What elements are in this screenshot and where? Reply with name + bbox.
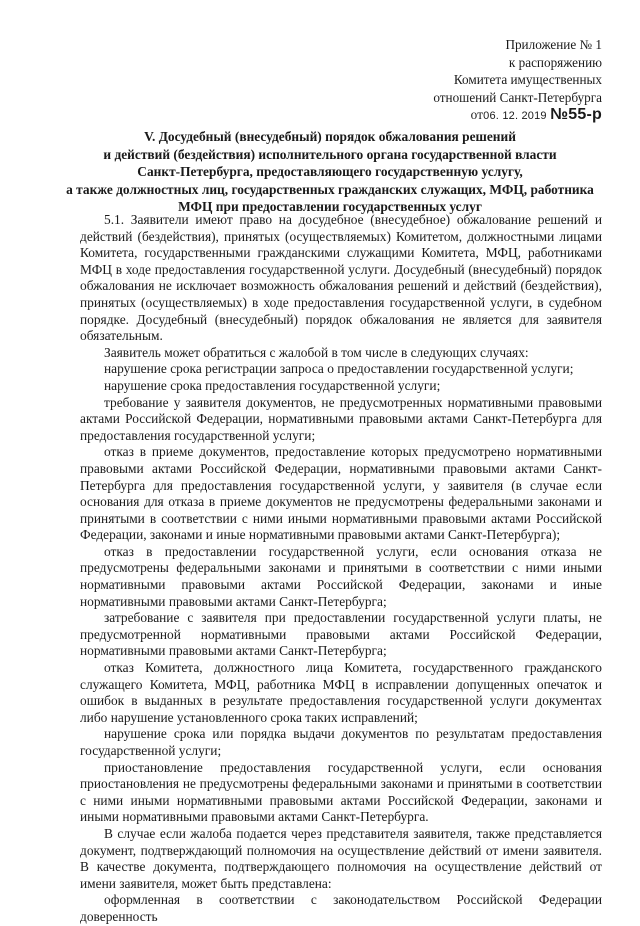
paragraph: 5.1. Заявители имеют право на досудебное (внесудебное) обжалование решений и действий (бездействия), принятых (осуществляемых) Комитетом, должностными лицами Комитета, государственными гражданскими служащими Комитета, МФЦ, работниками МФЦ в ходе предоставления государственной услуги. Досудебный (внесудебный) порядок обжалования не исключает возможность обжалования решений и действий (бездействия), принятых (осуществляемых) в ходе предоставления государственной услуги, в судебном порядке. Досудебный (внесудебный) порядок обжалования не является для заявителя обязательным.: [80, 212, 602, 344]
paragraph: нарушение срока или порядка выдачи документов по результатам предоставления государственной услуги;: [80, 726, 602, 758]
paragraph: В случае если жалоба подается через представителя заявителя, также представляется документ, подтверждающий полномочия на осуществление действий от имени заявителя. В качестве документа, подтверждающего полномочия на осуществление действий от имени заявителя, может быть представлена:: [80, 825, 602, 891]
appendix-line-2: к распоряжению: [508, 54, 602, 70]
section-title-line-4: а также должностных лиц, государственных гражданских служащих, МФЦ, работника: [66, 181, 594, 197]
number-stamp: 55-р: [568, 106, 602, 124]
number-prefix: №: [550, 106, 569, 124]
paragraph: нарушение срока регистрации запроса о предоставлении государственной услуги;: [104, 361, 574, 377]
body-text: [80, 212, 602, 926]
date-stamp: 06. 12. 2019: [483, 110, 547, 123]
date-prefix: от: [470, 107, 484, 123]
paragraph: оформленная в соответствии с законодательством Российской Федерации доверенность: [80, 892, 602, 924]
section-title-line-1: V. Досудебный (внесудебный) порядок обжалования решений: [144, 129, 516, 144]
paragraph: требование у заявителя документов, не предусмотренных нормативными правовыми актами Российской Федерации, нормативными правовыми актами Санкт-Петербурга для предоставления государственной услуги;: [80, 394, 602, 443]
section-title-line-3: Санкт-Петербурга, предоставляющего государственную услугу,: [137, 164, 523, 180]
appendix-line-4: отношений Санкт-Петербурга: [433, 89, 602, 105]
paragraph: приостановление предоставления государственной услуги, если основания приостановления не предусмотрены федеральными законами и принятыми в соответствии с ними иными нормативными правовыми актами Российской Федерации, законами и иными нормативными правовыми актами Санкт-Петербурга.: [80, 759, 602, 825]
section-title: [60, 128, 600, 216]
appendix-block: [433, 36, 602, 126]
paragraph: нарушение срока предоставления государственной услуги;: [104, 377, 441, 393]
paragraph: отказ в предоставлении государственной услуги, если основания отказа не предусмотрены федеральными законами и принятыми в соответствии с ними иными нормативными правовыми актами Российской Федерации, законами и иные нормативными правовыми актами Санкт-Петербурга;: [80, 543, 602, 609]
paragraph: отказ Комитета, должностного лица Комитета, государственного гражданского служащего Комитета, МФЦ, работника МФЦ в исправлении допущенных опечаток и ошибок в выданных в результате предоставления государственной услуги документах либо нарушение установленного срока таких исправлений;: [80, 660, 602, 725]
section-title-line-2: и действий (бездействия) исполнительного органа государственной власти: [103, 146, 557, 162]
section-title-line-5: МФЦ при предоставлении государственных услуг: [178, 199, 482, 215]
appendix-date-number: [433, 106, 602, 126]
paragraph: Заявитель может обратиться с жалобой в том числе в следующих случаях:: [104, 344, 529, 360]
paragraph: затребование с заявителя при предоставлении государственной услуги платы, не предусмотренной нормативными правовыми актами Российской Федерации, нормативными правовыми актами Санкт-Петербурга;: [80, 610, 602, 659]
paragraph: отказ в приеме документов, предоставление которых предусмотрено нормативными правовыми актами Российской Федерации, нормативными правовыми актами Санкт-Петербурга для предоставления государственной услуги, у заявителя (в случае если основания для отказа в приеме документов не предусмотрены федеральными законами и принятыми в соответствии с ними иными нормативными правовыми актами Российской Федерации, законами и иные нормативными правовыми актами Санкт-Петербурга);: [80, 444, 602, 543]
appendix-line-1: Приложение № 1: [505, 37, 602, 52]
appendix-line-3: Комитета имущественных: [453, 72, 602, 88]
